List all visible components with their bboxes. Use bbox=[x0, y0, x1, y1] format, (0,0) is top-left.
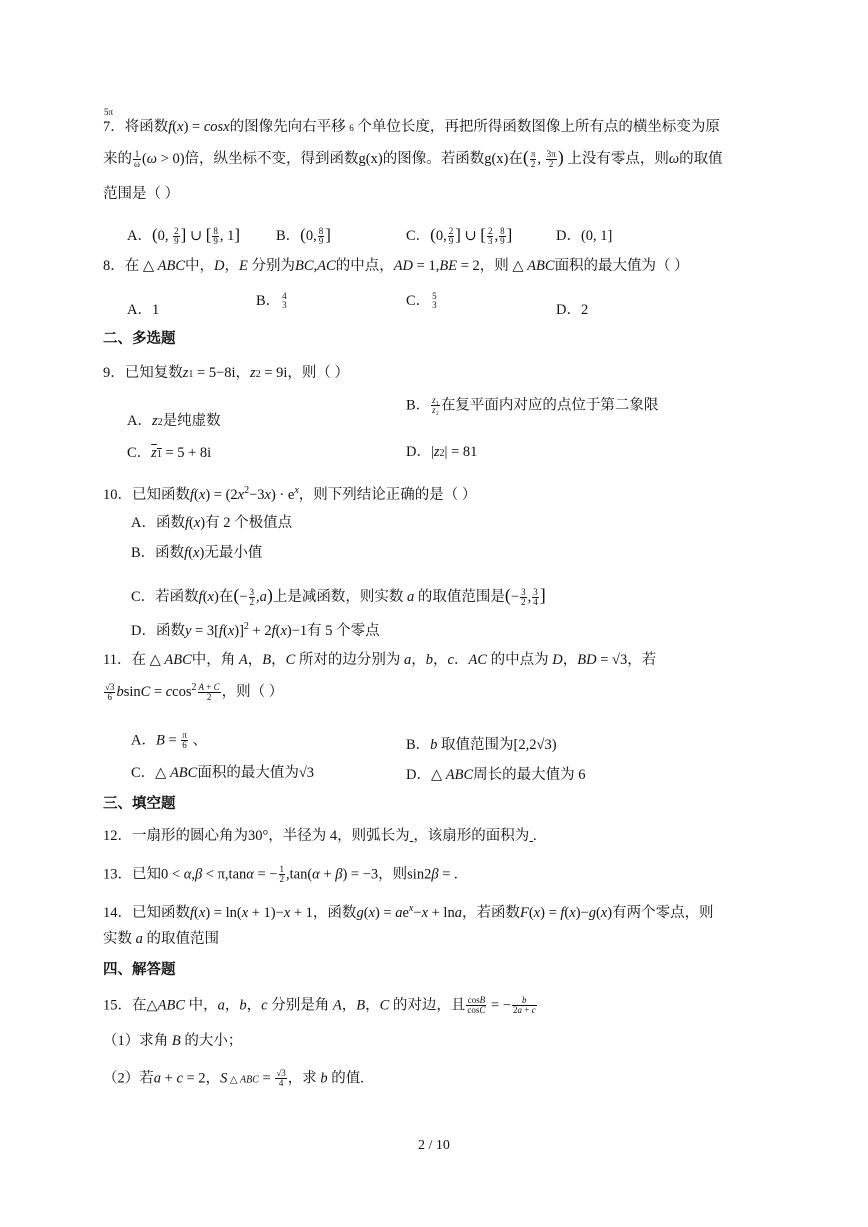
q10-option-c: C．若函数f(x)在(− $\frac{3}{2}$ ,a)上是减函数，则实数 a 的取值范围是(− $\frac{3}{2}$ , $\frac{3}{4}$ ] bbox=[131, 585, 546, 608]
section-heading-multiple-choice: 二、多选题 bbox=[103, 331, 176, 347]
q15-part2: （2）若a + c = 2，S △ ABC = $\frac{√3}{4}$ ，求 b 的值. bbox=[103, 1068, 364, 1089]
q8-line1: 8．在 △ ABC中，D，E 分别为BC,AC的中点，AD = 1,BE = 2，则 △ ABC面积的最大值为（ ） bbox=[103, 258, 689, 274]
q11-option-b: B．b 取值范围为[2,2√3) bbox=[406, 737, 557, 753]
q13-line: 13．已知0 < α,β < π,tanα = − $\frac{1}{2}$ ,tan(α + β) = −3，则sin2β = . bbox=[103, 864, 458, 885]
q11-line1: 11．在 △ ABC中，角 A，B，C 所对的边分别为 a，b，c．AC 的中点为 D，BD = √3，若 bbox=[103, 652, 657, 668]
q7-line2: 来的 $\frac{1}{\omega}$ (ω > 0)倍，纵坐标不变，得到函数g(x)的图像。若函数g(x)在( $\frac{\pi}{2}$ , $\frac{3\pi}{2}$ ) 上没有零点，则ω的取值 bbox=[103, 147, 723, 170]
q10-option-a: A．函数f(x)有 2 个极值点 bbox=[131, 515, 293, 531]
q9-line1: 9．已知复数z1 = 5−8i，z2 = 9i，则（ ） bbox=[103, 365, 350, 381]
q11-line2: $\frac{√3}{6}$ bsinC = ccos$^2$ $\frac{A + C}{2}$ ，则（ ） bbox=[105, 681, 284, 702]
q10-line1: 10．已知函数$f(x) = (2x^2-3x) \cdot e^x$，则下列结论正确的是（ ） bbox=[103, 485, 477, 503]
q11-option-d: D．△ ABC周长的最大值为 6 bbox=[406, 767, 586, 783]
q14-line2: 实数 a 的取值范围 bbox=[103, 931, 219, 947]
q15-line1: 15．在△ABC 中，a，b，c 分别是角 A，B，C 的对边，且 $\frac{\cos B}{\cos C}$ = − $\frac{b}{2a + c}$ bbox=[103, 995, 536, 1016]
q9-option-d: D．|z2| = 81 bbox=[406, 444, 478, 460]
q14-line1: 14．已知函数f(x) = ln(x + 1)−x + 1，函数$g(x) = ae^x-x + \ln a$，若函数F(x) = f(x)−g(x)有两个零点，则 bbox=[103, 903, 714, 921]
q10-option-b: B．函数f(x)无最小值 bbox=[131, 545, 263, 561]
q9-option-c: C．z1 = 5 + 8i bbox=[127, 445, 212, 461]
q8-option-c: C． 5 3 bbox=[406, 291, 437, 311]
section-heading-solutions: 四、解答题 bbox=[103, 962, 176, 978]
q7-option-b: B．(0, $\frac{8}{9}$ ] bbox=[276, 225, 331, 247]
q11-option-a: A．B = $\frac{\pi}{6}$ 、 bbox=[131, 730, 207, 751]
page-number: 2 / 10 bbox=[418, 1138, 450, 1153]
q10-option-d: D．函数$y = 3[f(x)]^2 + 2f(x)-1$有 5 个零点 bbox=[131, 621, 380, 639]
q7-frac-5pi-6-num: 5π bbox=[104, 107, 114, 117]
q11-option-c: C．△ ABC面积的最大值为√3 bbox=[131, 765, 315, 781]
q7-line3: 范围是（ ） bbox=[103, 186, 180, 202]
q7-option-c: C．(0, $\frac{2}{9}$ ] ∪ [ $\frac{2}{3}$ , $\frac{8}{9}$ ] bbox=[406, 225, 513, 247]
q9-option-b: B． $\frac{\text{z₁}}{\text{z₂}}$ 在复平面内对应的点位于第二象限 bbox=[406, 395, 659, 416]
q7-option-d: D．(0, 1] bbox=[556, 228, 613, 244]
q12-line: 12．一扇形的圆心角为30°，半径为 4，则弧长为 ，该扇形的面积为 . bbox=[103, 828, 537, 844]
q15-part1: （1）求角 B 的大小； bbox=[103, 1033, 243, 1049]
section-heading-fill-blank: 三、填空题 bbox=[103, 796, 176, 812]
q7-option-a: A．(0, $\frac{2}{9}$ ] ∪ [ $\frac{8}{9}$ , 1] bbox=[127, 225, 241, 247]
q8-option-d: D．2 bbox=[556, 302, 589, 318]
q8-option-a: A．1 bbox=[127, 302, 160, 318]
q7-line1: 7．将函数f(x) = cosx的图像先向右平移 6 个单位长度，再把所得函数图像上所有点的横坐标变为原 bbox=[103, 119, 720, 135]
q9-option-a: A．z2是纯虚数 bbox=[127, 413, 221, 429]
q8-option-b: B． 4 3 bbox=[256, 291, 287, 311]
